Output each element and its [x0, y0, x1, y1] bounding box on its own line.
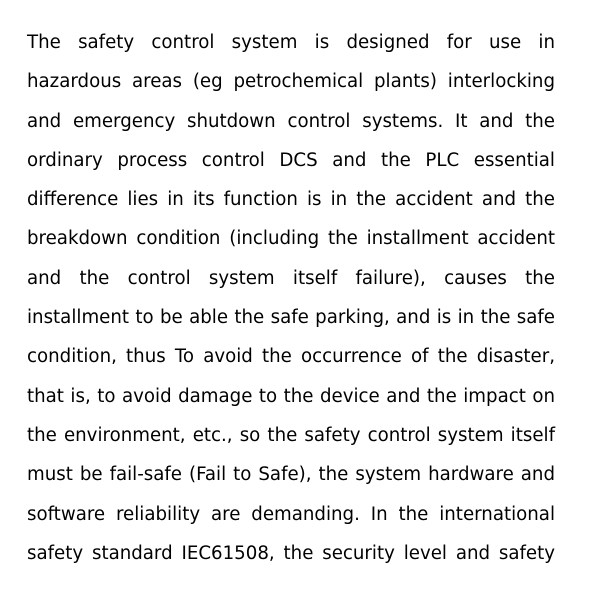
text-line: and emergency shutdown control systems. It and the [27, 110, 555, 132]
text-line: installment to be able the safe parking, and is in the safe [27, 307, 555, 329]
text-line: software reliability are demanding. In the international [27, 503, 555, 525]
paragraph [27, 26, 555, 576]
text-line: ordinary process control DCS and the PLC essential [27, 149, 555, 171]
text-line: the environment, etc., so the safety control system itself [27, 424, 555, 446]
text-line: condition, thus To avoid the occurrence of the disaster, [27, 346, 555, 368]
text-line: safety standard IEC61508, the security level and safety [27, 542, 555, 564]
text-line: The safety control system is designed for use in [27, 32, 555, 53]
text-line: difference lies in its function is in the accident and the [27, 189, 555, 211]
text-line: and the control system itself failure), causes the [27, 267, 555, 289]
text-line: hazardous areas (eg petrochemical plants) interlocking [27, 71, 555, 93]
text-line: breakdown condition (including the installment accident [27, 228, 555, 250]
text-line: that is, to avoid damage to the device and the impact on [27, 385, 555, 407]
text-line: must be fail-safe (Fail to Safe), the system hardware and [27, 464, 555, 486]
